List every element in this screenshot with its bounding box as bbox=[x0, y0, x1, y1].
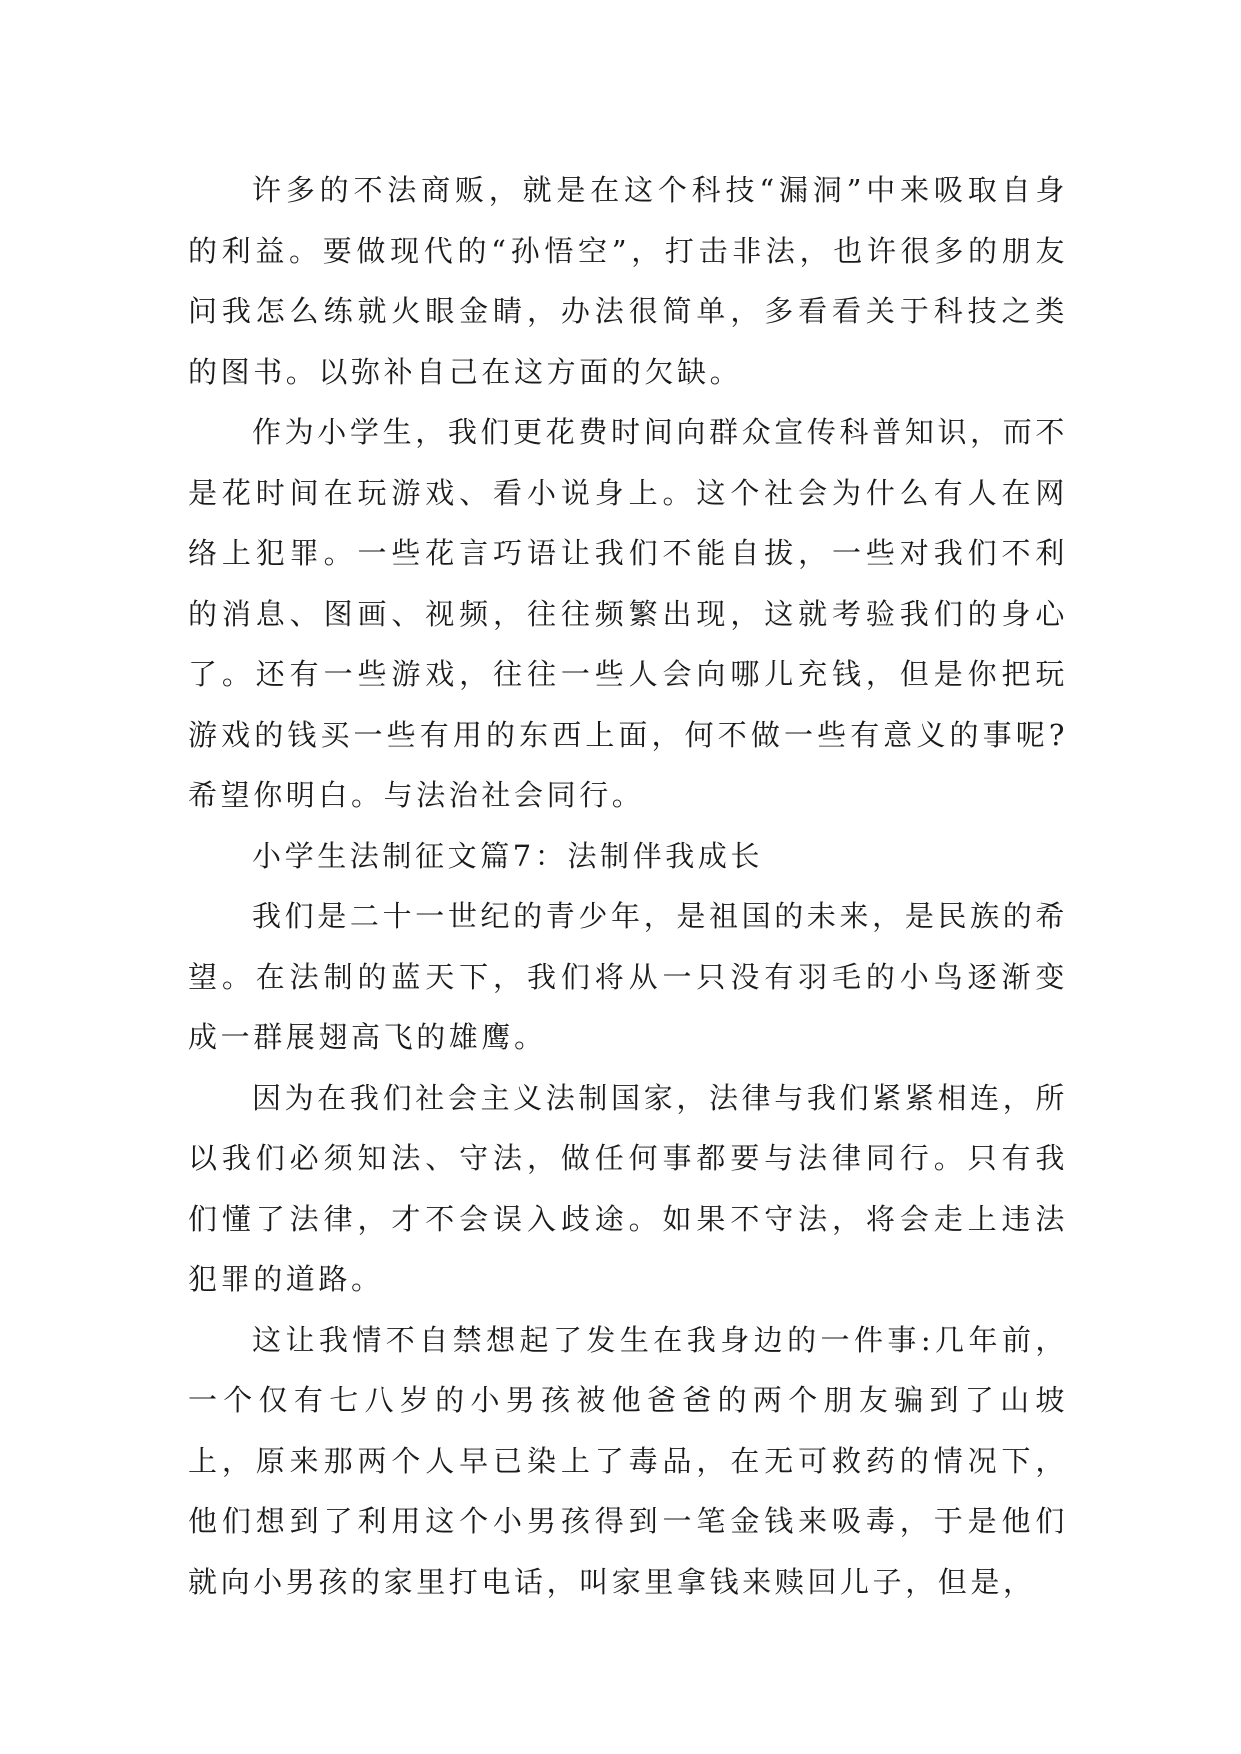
section-heading: 小学生法制征文篇7：法制伴我成长 bbox=[252, 838, 764, 873]
document-body bbox=[188, 160, 1068, 1612]
paragraph-3: 我们是二十一世纪的青少年，是祖国的未来，是民族的希望。在法制的蓝天下，我们将从一只没有羽毛的小鸟逐渐变成一群展翅高飞的雄鹰。 bbox=[188, 899, 1068, 1054]
paragraph-4: 因为在我们社会主义法制国家，法律与我们紧紧相连，所以我们必须知法、守法，做任何事都要与法律同行。只有我们懂了法律，才不会误入歧途。如果不守法，将会走上违法犯罪的道路。 bbox=[188, 1080, 1068, 1296]
paragraph-1: 许多的不法商贩，就是在这个科技“漏洞”中来吸取自身的利益。要做现代的“孙悟空”，打击非法，也许很多的朋友问我怎么练就火眼金睛，办法很简单，多看看关于科技之类的图书。以弥补自己在这方面的欠缺。 bbox=[188, 173, 1068, 389]
paragraph-5: 这让我情不自禁想起了发生在我身边的一件事:几年前，一个仅有七八岁的小男孩被他爸爸的两个朋友骗到了山坡上，原来那两个人早已染上了毒品，在无可救药的情况下，他们想到了利用这个小男孩得到一笔金钱来吸毒，于是他们就向小男孩的家里打电话，叫家里拿钱来赎回儿子，但是， bbox=[188, 1322, 1068, 1599]
paragraph-2: 作为小学生，我们更花费时间向群众宣传科普知识，而不是花时间在玩游戏、看小说身上。这个社会为什么有人在网络上犯罪。一些花言巧语让我们不能自拔，一些对我们不利的消息、图画、视频，往往频繁出现，这就考验我们的身心了。还有一些游戏，往往一些人会向哪儿充钱，但是你把玩游戏的钱买一些有用的东西上面，何不做一些有意义的事呢?希望你明白。与法治社会同行。 bbox=[188, 415, 1068, 812]
